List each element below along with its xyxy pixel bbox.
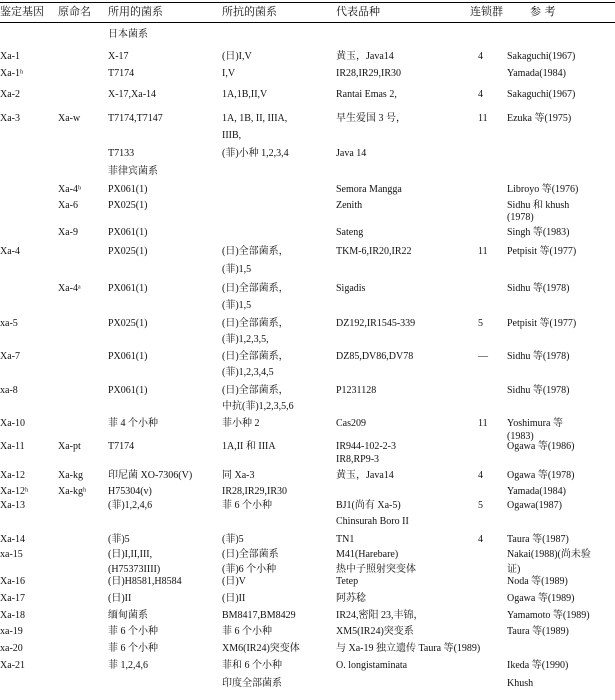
table-cell: Xa-11 [0,441,25,452]
table-cell: IR8,RP9-3 [336,454,380,465]
table-cell: O. longistaminata [336,660,408,671]
table-cell: 菲律宾菌系 [108,166,158,177]
table-cell: X-17,Xa-14 [108,89,157,100]
header-resisted-strains: 所抗的菌系 [222,5,277,18]
table-cell: (菲)小种 1,2,3,4 [222,148,289,159]
header-bottom-rule [0,22,615,23]
table-cell: Xa-10 [0,418,25,429]
table-cell: Ogawa 等(1978) [507,470,575,481]
table-cell: Sidhu 等(1978) [507,283,570,294]
table-cell: (菲)5 [222,534,244,545]
table-cell: DZ192,IR1545-339 [336,318,416,329]
table-cell: 菲 1,2,4,6 [108,660,148,671]
table-cell: PX061(1) [108,283,148,294]
table-cell: Ikeda 等(1990) [507,660,569,671]
table-cell: PX061(1) [108,385,148,396]
table-cell: Sidhu 等(1978) [507,351,570,362]
header-strains-used: 所用的菌系 [108,5,163,18]
table-cell: 印尼菌 XO-7306(V) [108,470,193,481]
table-cell: Xa-4ᵃ [58,283,81,294]
table-cell: Libroyo 等(1976) [507,184,579,195]
table-cell: Xa-4ᵇ [58,184,82,195]
table-cell: Sidhu 等(1978) [507,385,570,396]
table-cell: M41(Harebare) [336,549,399,560]
table-cell: Xa-3 [0,113,20,124]
table-cell: — [478,351,488,362]
table-cell: 4 [478,470,483,481]
table-cell: 11 [478,418,488,429]
table-cell: (日)I,II,III, [108,549,153,560]
table-cell: Yamada(1984) [507,486,566,497]
table-cell: 黄玉，Java14 [336,51,394,62]
table-cell: 日本菌系 [108,29,148,40]
table-cell: 11 [478,113,488,124]
table-cell: (菲)1,5 [222,264,252,275]
table-cell: Ogawa 等(1986) [507,441,575,452]
table-cell: XM5(IR24)突变系 [336,626,414,637]
table-cell: Ezuka 等(1975) [507,113,572,124]
table-cell: I,V [222,68,236,79]
table-cell: Sakaguchi(1967) [507,89,576,100]
table-cell: Java 14 [336,148,367,159]
table-cell: Ogawa(1987) [507,500,562,511]
table-cell: (日)I,V [222,51,252,62]
table-cell: Xa-6 [58,200,78,211]
table-cell: BM8417,BM8429 [222,610,296,621]
table-cell: Sidhu 和 khush [507,200,570,211]
table-cell: PX025(1) [108,246,148,257]
table-cell: (日)全部菌系， [222,283,289,294]
table-cell: xa-15 [0,549,23,560]
table-cell: Xa-pt [58,441,81,452]
table-cell: (1978) [507,212,534,223]
table-cell: Petpisit 等(1977) [507,246,577,257]
table-cell: P1231128 [336,385,377,396]
table-cell: 1A,II 和 IIIA [222,441,276,452]
header-linkage-group: 连锁群 [470,5,503,18]
table-cell: (1983) [507,431,534,442]
table-cell: Xa-1 [0,51,20,62]
table-cell: (日)全部菌系， [222,385,289,396]
table-cell: (日)V [222,576,246,587]
table-cell: Xa-18 [0,610,25,621]
table-cell: 菲 6 个小种 [108,643,158,654]
table-cell: 菲 6 个小种 [222,626,272,637]
table-cell: T7174,T7147 [108,113,163,124]
table-cell: xa-5 [0,318,18,329]
table-cell: Yamamoto 等(1989) [507,610,590,621]
table-cell: IR28,IR29,IR30 [222,486,287,497]
table-cell: (日)H8581,H8584 [108,576,182,587]
table-cell: PX061(1) [108,351,148,362]
table-cell: (日)全部菌系， [222,246,289,257]
table-cell: Singh 等(1983) [507,227,570,238]
table-cell: 证) [507,564,521,575]
table-cell: Taura 等(1987) [507,534,569,545]
table-cell: 11 [478,246,488,257]
table-cell: 菲 6 个小种 [222,500,272,511]
table-cell: Xa-4 [0,246,20,257]
table-cell: 1A, 1B, II, IIIA, [222,113,288,124]
table-cell: Zenith [336,200,363,211]
table-cell: 4 [478,89,483,100]
table-cell: Rantai Emas 2, [336,89,397,100]
table-cell: 1A,1B,II,V [222,89,268,100]
table-cell: Yoshimura 等 [507,418,563,429]
table-cell: 4 [478,534,483,545]
table-cell: 4 [478,51,483,62]
header-representative-variety: 代表品种 [336,5,380,18]
table-cell: (菲)1,2,4,6 [108,500,153,511]
table-cell: T7174 [108,441,135,452]
table-cell: Ogawa 等(1989) [507,593,575,604]
table-cell: 同 Xa-3 [222,470,255,481]
table-cell: TN1 [336,534,355,545]
table-cell: Xa-16 [0,576,25,587]
table-cell: Sateng [336,227,364,238]
table-cell: Xa-9 [58,227,78,238]
table-cell: Xa-kgʰ [58,486,87,497]
table-cell: (菲)1,2,3,4,5 [222,367,274,378]
table-cell: 缅甸菌系 [108,610,148,621]
table-cell: Semora Mangga [336,184,402,195]
table-cell: (菲)5 [108,534,130,545]
table-cell: DZ85,DV86,DV78 [336,351,414,362]
table-cell: Nakai(1988)(尚未验 [507,549,591,560]
table-cell: (日)全部菌系， [222,351,289,362]
table-cell: 印度全部菌系 [222,678,282,689]
table-cell: X-17 [108,51,129,62]
table-cell: 与 Xa-19 独立遗传 Taura 等(1989) [336,643,481,654]
table-cell: Xa-17 [0,593,25,604]
table-cell: 菲 4 个小种 [108,418,158,429]
table-cell: 菲和 6 个小种 [222,660,282,671]
table-cell: Xa-12ʰ [0,486,29,497]
header-reference: 参 考 [530,5,556,18]
table-cell: Xa-2 [0,89,20,100]
table-cell: 5 [478,500,483,511]
table-cell: Xa-13 [0,500,25,511]
table-cell: Xa-7 [0,351,20,362]
table-cell: Sakaguchi(1967) [507,51,576,62]
table-cell: Cas209 [336,418,366,429]
table-cell: Xa-w [58,113,81,124]
table-cell: Noda 等(1989) [507,576,568,587]
table-cell: (日)全部菌系， [222,318,289,329]
table-cell: (菲)1,2,3,5, [222,334,269,345]
table-cell: Taura 等(1989) [507,626,569,637]
table-cell: (菲)6 个小种 [222,564,277,575]
table-cell: (日)全部菌系 [222,549,279,560]
table-cell: Tetep [336,576,359,587]
table-cell: 早生爱国 3 号， [336,113,406,124]
table-cell: Xa-kg [58,470,83,481]
table-cell: 黄玉，Java14 [336,470,394,481]
table-cell: Xa-14 [0,534,25,545]
table-cell: IR28,IR29,IR30 [336,68,401,79]
table-cell: (日)II [222,593,246,604]
table-cell: 阿苏稔 [336,593,366,604]
table-cell: TKM-6,IR20,IR22 [336,246,412,257]
table-cell: xa-8 [0,385,18,396]
table-cell: xa-20 [0,643,23,654]
table-cell: Chinsurah Boro II [336,516,409,527]
table-cell: 热中子照射突变体 [336,564,416,575]
table-cell: XM6(IR24)突变体 [222,643,300,654]
table-cell: PX061(1) [108,227,148,238]
table-top-rule [0,2,615,3]
table-cell: IIIB, [222,130,242,141]
table-cell: Khush [507,678,534,689]
table-cell: (H75373IIII) [108,564,161,575]
table-cell: Xa-21 [0,660,25,671]
table-cell: (菲)1,5 [222,300,252,311]
table-cell: Sigadis [336,283,366,294]
header-original-name: 原命名 [58,5,91,18]
table-cell: 中抗(菲)1,2,3,5,6 [222,401,294,412]
header-gene: 鉴定基因 [0,5,44,18]
table-cell: PX025(1) [108,200,148,211]
table-cell: Xa-12 [0,470,25,481]
table-cell: PX025(1) [108,318,148,329]
table-cell: xa-19 [0,626,23,637]
table-cell: T7133 [108,148,135,159]
table-cell: IR24,密阳 23,丰锦， [336,610,424,621]
table-cell: 5 [478,318,483,329]
table-cell: IR944-102-2-3 [336,441,396,452]
table-cell: Petpisit 等(1977) [507,318,577,329]
table-cell: T7174 [108,68,135,79]
table-cell: PX061(1) [108,184,148,195]
table-cell: H75304(v) [108,486,152,497]
table-cell: Yamada(1984) [507,68,566,79]
table-cell: BJ1(尚有 Xa-5) [336,500,401,511]
table-cell: 菲 6 个小种 [108,626,158,637]
table-cell: Xa-1ʰ [0,68,24,79]
table-cell: 菲小种 2 [222,418,260,429]
table-cell: (日)II [108,593,132,604]
